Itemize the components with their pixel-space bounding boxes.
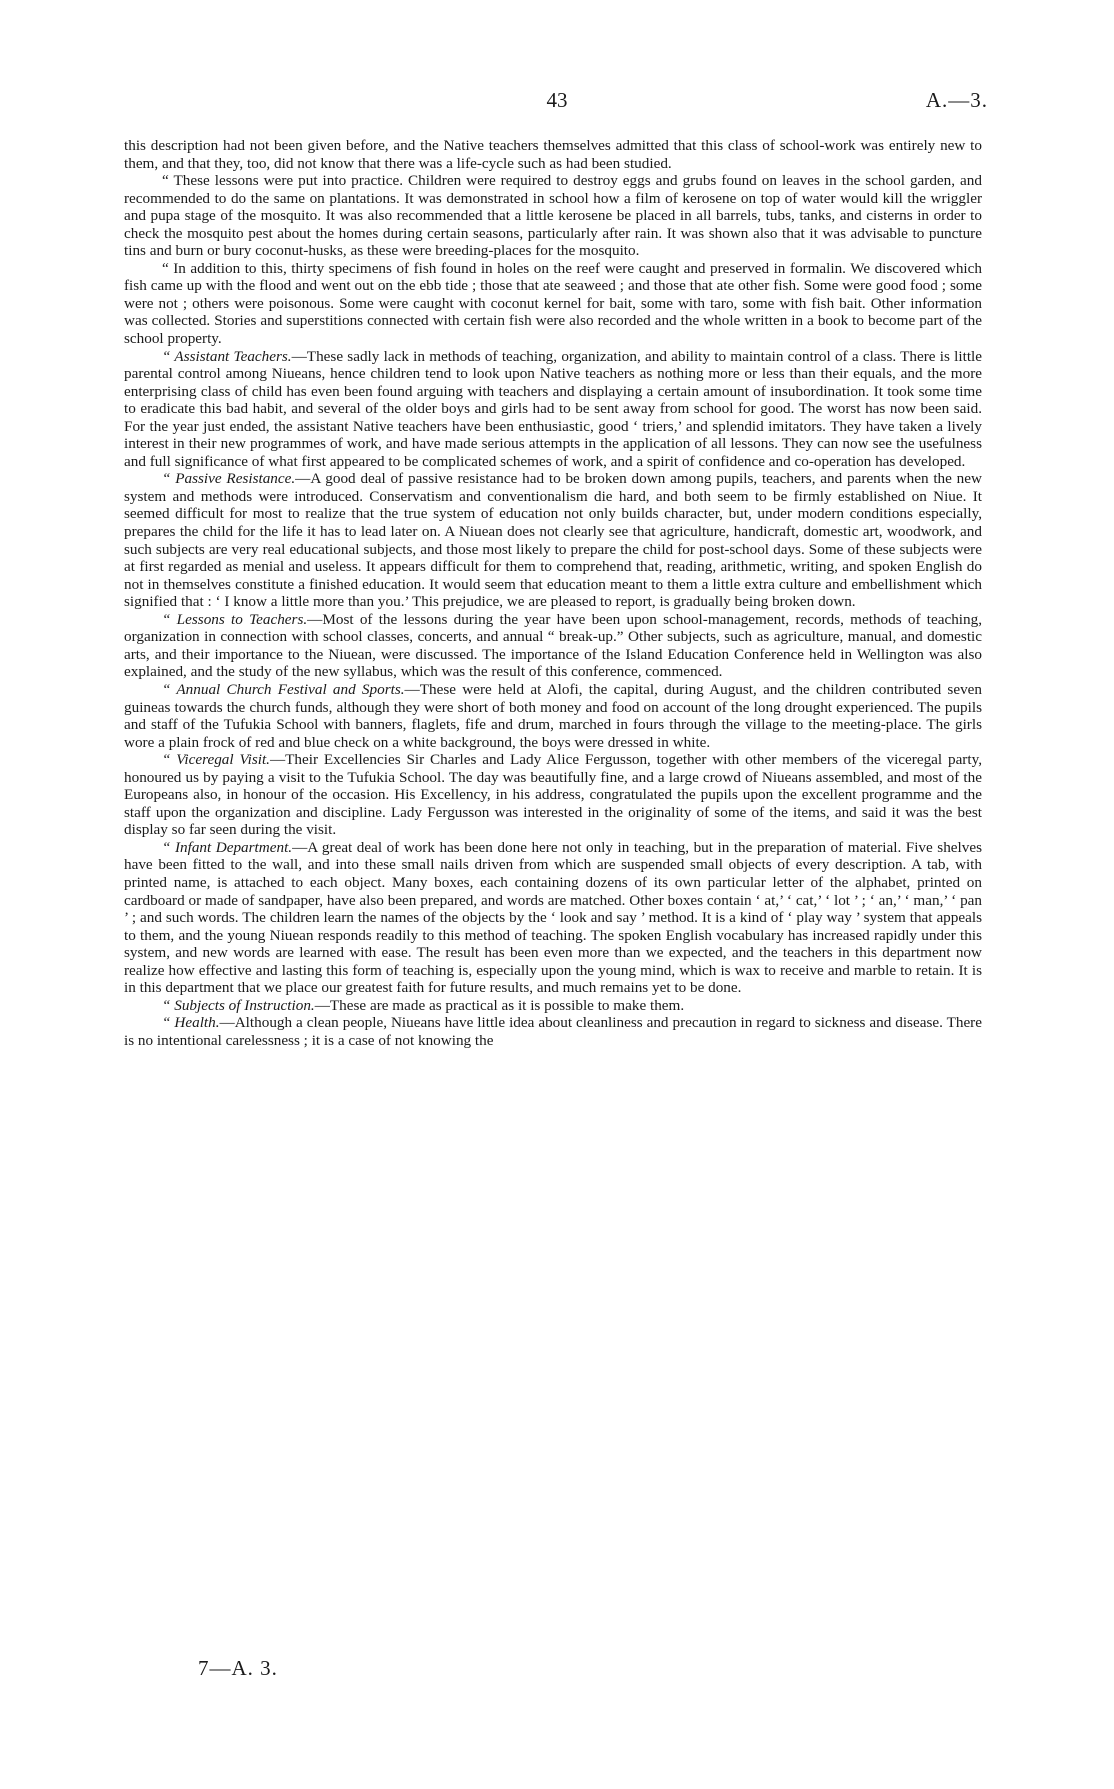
section-heading: “ Health. <box>162 1014 220 1032</box>
section-heading: “ Subjects of Instruction. <box>162 996 315 1014</box>
paragraph: “ These lessons were put into practice. Children were required to destroy eggs and grubs found on leaves in the school garden, and recommended to do the same on plantations. It was demonstrated in school how a film of kerosene on top of water would kill the wriggler and pupa stage of the mosquito. It was also recommended that a little kerosene be placed in all barrels, tubs, tanks, and cisterns in order to check the mosquito pest about the homes during certain seasons, particularly after rain. It was shown also that it was advisable to puncture tins and burn or bury coconut-husks, as these were breeding-places for the mosquito. <box>124 172 982 260</box>
paragraph-infant-department: “ Infant Department.—A great deal of work has been done here not only in teaching, but in the preparation of material. Five shelves have been fitted to the wall, and into these small nails driven from which are suspended small objects of every description. A tab, with printed name, is attached to each object. Many boxes, each containing dozens of its own particular letter of the alphabet, printed on cardboard or made of sandpaper, have also been prepared, and words are matched. Other boxes contain ‘ at,’ ‘ cat,’ ‘ lot ’ ; ‘ an,’ ‘ man,’ ‘ pan ’ ; and such words. The children learn the names of the objects by the ‘ look and say ’ method. It is a kind of ‘ play way ’ system that appeals to them, and the young Niuean responds readily to this method of teaching. The spoken English vocabulary has increased rapidly under this system, and new words are learned with ease. The result has been even more than we expected, and the teachers in this department now realize how effective and lasting this form of teaching is, especially upon the young mind, which is wax to receive and marble to retain. It is in this department that we place our greatest faith for future results, and much remains yet to be done. <box>124 838 982 997</box>
section-heading: “ Passive Resistance. <box>162 470 296 488</box>
paragraph-subjects-of-instruction: “ Subjects of Instruction.—These are made as practical as it is possible to make them. <box>162 996 685 1014</box>
paragraph-assistant-teachers: “ Assistant Teachers.—These sadly lack in methods of teaching, organization, and ability to maintain control of a class. There is little parental control among Niueans, hence children tend to look upon Native teachers as nothing more or less than their equals, and the more enterprising class of child has even been found arguing with teachers and displaying a certain amount of insubordination. It took some time to eradicate this bad habit, and several of the older boys and girls had to be sent away from school for good. The worst has now been said. For the year just ended, the assistant Native teachers have been enthusiastic, good ‘ triers,’ and splendid imitators. They have taken a lively interest in their new programmes of work, and have made serious attempts in the application of all lessons. They can now see the usefulness and full significance of what first appeared to be complicated schemes of work, and a spirit of confidence and co-operation has developed. <box>124 347 982 470</box>
document-reference: A.—3. <box>925 88 988 112</box>
section-heading: “ Lessons to Teachers. <box>162 610 308 628</box>
paragraph: “ In addition to this, thirty specimens of fish found in holes on the reef were caught and preserved in formalin. We discovered which fish came up with the flood and went out on the ebb tide ; those that ate seaweed ; and those that ate other fish. Some were good food ; some were not ; others were poisonous. Some were caught with coconut kernel for bait, some with taro, some with fish bait. Other information was collected. Stories and superstitions connected with certain fish were also recorded and the whole written in a book to become part of the school property. <box>124 259 982 348</box>
body-text <box>124 137 982 1049</box>
section-heading: “ Annual Church Festival and Sports. <box>162 680 405 698</box>
paragraph-viceregal-visit: “ Viceregal Visit.—Their Excellencies Sir Charles and Lady Alice Fergusson, together with other members of the viceregal party, honoured us by paying a visit to the Tufukia School. The day was beautifully fine, and a large crowd of Niueans assembled, and most of the Europeans also, in honour of the occasion. His Excellency, in his address, congratulated the pupils upon the excellent programme and the staff upon the organization and discipline. Lady Fergusson was interested in the originality of some of the items, and said it was the best display so far seen during the visit. <box>124 751 982 839</box>
page-number: 43 <box>546 88 568 112</box>
paragraph-lessons-to-teachers: “ Lessons to Teachers.—Most of the lessons during the year have been upon school-management, records, methods of teaching, organization in connection with school classes, concerts, and annual “ break-up.” Other subjects, such as agriculture, manual, and domestic arts, and their importance to the Niuean, were discussed. The importance of the Island Education Conference held in Wellington was also explained, and the study of the new syllabus, which was the result of this conference, commenced. <box>124 610 983 681</box>
paragraph-passive-resistance: “ Passive Resistance.—A good deal of passive resistance had to be broken down among pupils, teachers, and parents when the new system and methods were introduced. Conservatism and conventionalism die hard, and both seem to be firmly established on Niue. It seemed difficult for most to realize that the true system of education not only builds character, but, under modern conditions especially, prepares the child for the life it has to lead later on. A Niuean does not clearly see that agriculture, handicraft, domestic art, woodwork, and such subjects are very real educational subjects, and those most likely to prepare the child for post-school days. Some of these subjects were at first regarded as menial and useless. It appears difficult for them to comprehend that, reading, arithmetic, writing, and spoken English do not in themselves constitute a finished education. It would seem that education meant to them a little extra culture and embellishment which signified that : ‘ I know a little more than you.’ This prejudice, we are pleased to report, is gradually being broken down. <box>124 470 982 611</box>
section-heading: “ Viceregal Visit. <box>162 751 270 769</box>
paragraph: this description had not been given before, and the Native teachers themselves admitted that this class of school-work was entirely new to them, and that they, too, did not know that there was a life-cycle such as had been studied. <box>124 137 982 172</box>
section-heading: “ Infant Department. <box>162 838 293 856</box>
page-header <box>0 88 1114 118</box>
signature-mark: 7—A. 3. <box>198 1656 278 1680</box>
paragraph-church-festival: “ Annual Church Festival and Sports.—These were held at Alofi, the capital, during August, and the children contributed seven guineas towards the church funds, although they were short of both money and food on account of the long drought experienced. The pupils and staff of the Tufukia School with banners, flaglets, fife and drum, marched in fours through the village to the meeting-place. The girls wore a plain frock of red and blue check on a white background, the boys were dressed in white. <box>124 680 982 751</box>
paragraph-health: “ Health.—Although a clean people, Niueans have little idea about cleanliness and precaution in regard to sickness and disease. There is no intentional carelessness ; it is a case of not knowing the <box>124 1014 982 1049</box>
section-heading: “ Assistant Teachers. <box>162 347 292 365</box>
